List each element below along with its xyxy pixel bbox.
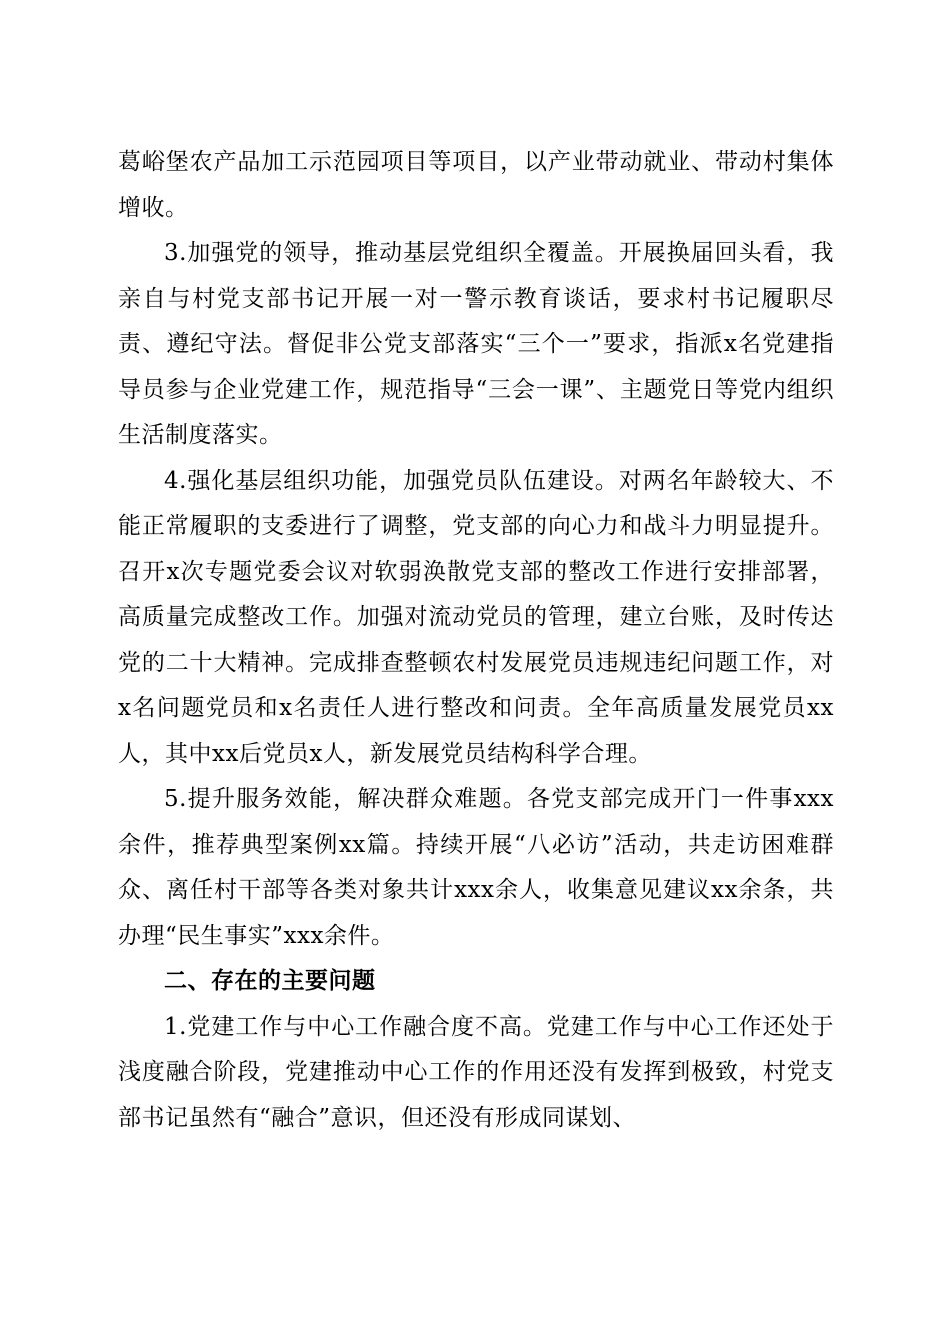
section-heading: 二、存在的主要问题 — [164, 968, 376, 994]
paragraph-item-5: 5.提升服务效能，解决群众难题。各党支部完成开门一件事xxx余件，推荐典型案例xx篇。持续开展“八必访”活动，共走访困难群众、离任村干部等各类对象共计xxx余人，收集意见建议xx余条，共办理“民生事实”xxx余件。 — [118, 786, 834, 949]
paragraph-item-4: 4.强化基层组织功能，加强党员队伍建设。对两名年龄较大、不能正常履职的支委进行了调整，党支部的向心力和战斗力明显提升。召开x次专题党委会议对软弱涣散党支部的整改工作进行安排部署，高质量完成整改工作。加强对流动党员的管理，建立台账，及时传达党的二十大精神。完成排查整顿农村发展党员违规违纪问题工作，对x名问题党员和x名责任人进行整改和问责。全年高质量发展党员xx人，其中xx后党员x人，新发展党员结构科学合理。 — [118, 467, 834, 767]
paragraph-item-3: 3.加强党的领导，推动基层党组织全覆盖。开展换届回头看，我亲自与村党支部书记开展一对一警示教育谈话，要求村书记履职尽责、遵纪守法。督促非公党支部落实“三个一”要求，指派x名党建指导员参与企业党建工作，规范指导“三会一课”、主题党日等党内组织生活制度落实。 — [118, 240, 834, 448]
document-body — [118, 140, 834, 1141]
section-paragraph-1: 1.党建工作与中心工作融合度不高。党建工作与中心工作还处于浅度融合阶段，党建推动中心工作的作用还没有发挥到极致，村党支部书记虽然有“融合”意识，但还没有形成同谋划、 — [118, 1013, 834, 1131]
paragraph-continuation: 葛峪堡农产品加工示范园项目等项目，以产业带动就业、带动村集体增收。 — [118, 149, 834, 221]
